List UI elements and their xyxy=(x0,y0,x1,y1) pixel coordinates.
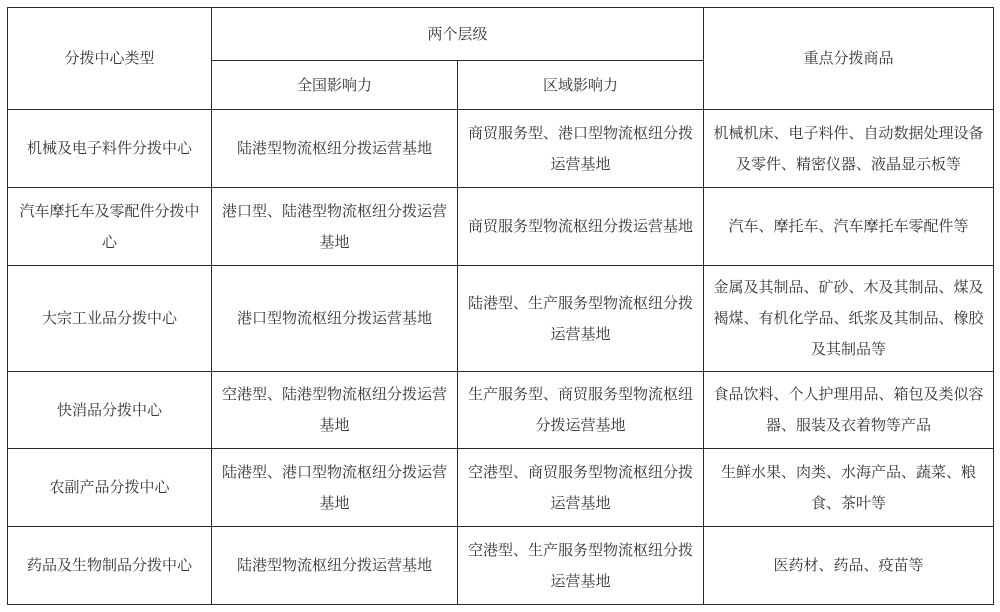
cell-regional: 商贸服务型物流枢纽分拨运营基地 xyxy=(458,188,704,266)
cell-national: 陆港型、港口型物流枢纽分拨运营基地 xyxy=(212,449,458,527)
cell-national: 港口型、陆港型物流枢纽分拨运营基地 xyxy=(212,188,458,266)
cell-goods: 机械机床、电子料件、自动数据处理设备及零件、精密仪器、液晶显示板等 xyxy=(704,110,994,188)
distribution-center-table xyxy=(7,7,994,605)
header-row-1 xyxy=(8,8,994,61)
cell-type: 快消品分拨中心 xyxy=(8,372,212,449)
cell-type: 农副产品分拨中心 xyxy=(8,449,212,527)
table-row xyxy=(8,266,994,372)
cell-goods: 金属及其制品、矿砂、木及其制品、煤及褐煤、有机化学品、纸浆及其制品、橡胶及其制品等 xyxy=(704,266,994,372)
header-type: 分拨中心类型 xyxy=(8,8,212,110)
table-row xyxy=(8,449,994,527)
cell-national: 港口型物流枢纽分拨运营基地 xyxy=(212,266,458,372)
cell-regional: 空港型、生产服务型物流枢纽分拨运营基地 xyxy=(458,527,704,605)
header-goods: 重点分拨商品 xyxy=(704,8,994,110)
cell-national: 空港型、陆港型物流枢纽分拨运营基地 xyxy=(212,372,458,449)
table-row xyxy=(8,110,994,188)
cell-regional: 生产服务型、商贸服务型物流枢纽分拨运营基地 xyxy=(458,372,704,449)
header-regional: 区域影响力 xyxy=(458,61,704,110)
cell-goods: 生鲜水果、肉类、水海产品、蔬菜、粮食、茶叶等 xyxy=(704,449,994,527)
cell-goods: 汽车、摩托车、汽车摩托车零配件等 xyxy=(704,188,994,266)
cell-goods: 食品饮料、个人护理用品、箱包及类似容器、服装及衣着物等产品 xyxy=(704,372,994,449)
cell-goods: 医药材、药品、疫苗等 xyxy=(704,527,994,605)
cell-type: 汽车摩托车及零配件分拨中心 xyxy=(8,188,212,266)
table-row xyxy=(8,527,994,605)
cell-national: 陆港型物流枢纽分拨运营基地 xyxy=(212,110,458,188)
cell-national: 陆港型物流枢纽分拨运营基地 xyxy=(212,527,458,605)
cell-type: 机械及电子料件分拨中心 xyxy=(8,110,212,188)
cell-regional: 空港型、商贸服务型物流枢纽分拨运营基地 xyxy=(458,449,704,527)
header-national: 全国影响力 xyxy=(212,61,458,110)
table-row xyxy=(8,372,994,449)
cell-type: 大宗工业品分拨中心 xyxy=(8,266,212,372)
cell-regional: 商贸服务型、港口型物流枢纽分拨运营基地 xyxy=(458,110,704,188)
cell-type: 药品及生物制品分拨中心 xyxy=(8,527,212,605)
header-levels: 两个层级 xyxy=(212,8,704,61)
table-row xyxy=(8,188,994,266)
cell-regional: 陆港型、生产服务型物流枢纽分拨运营基地 xyxy=(458,266,704,372)
